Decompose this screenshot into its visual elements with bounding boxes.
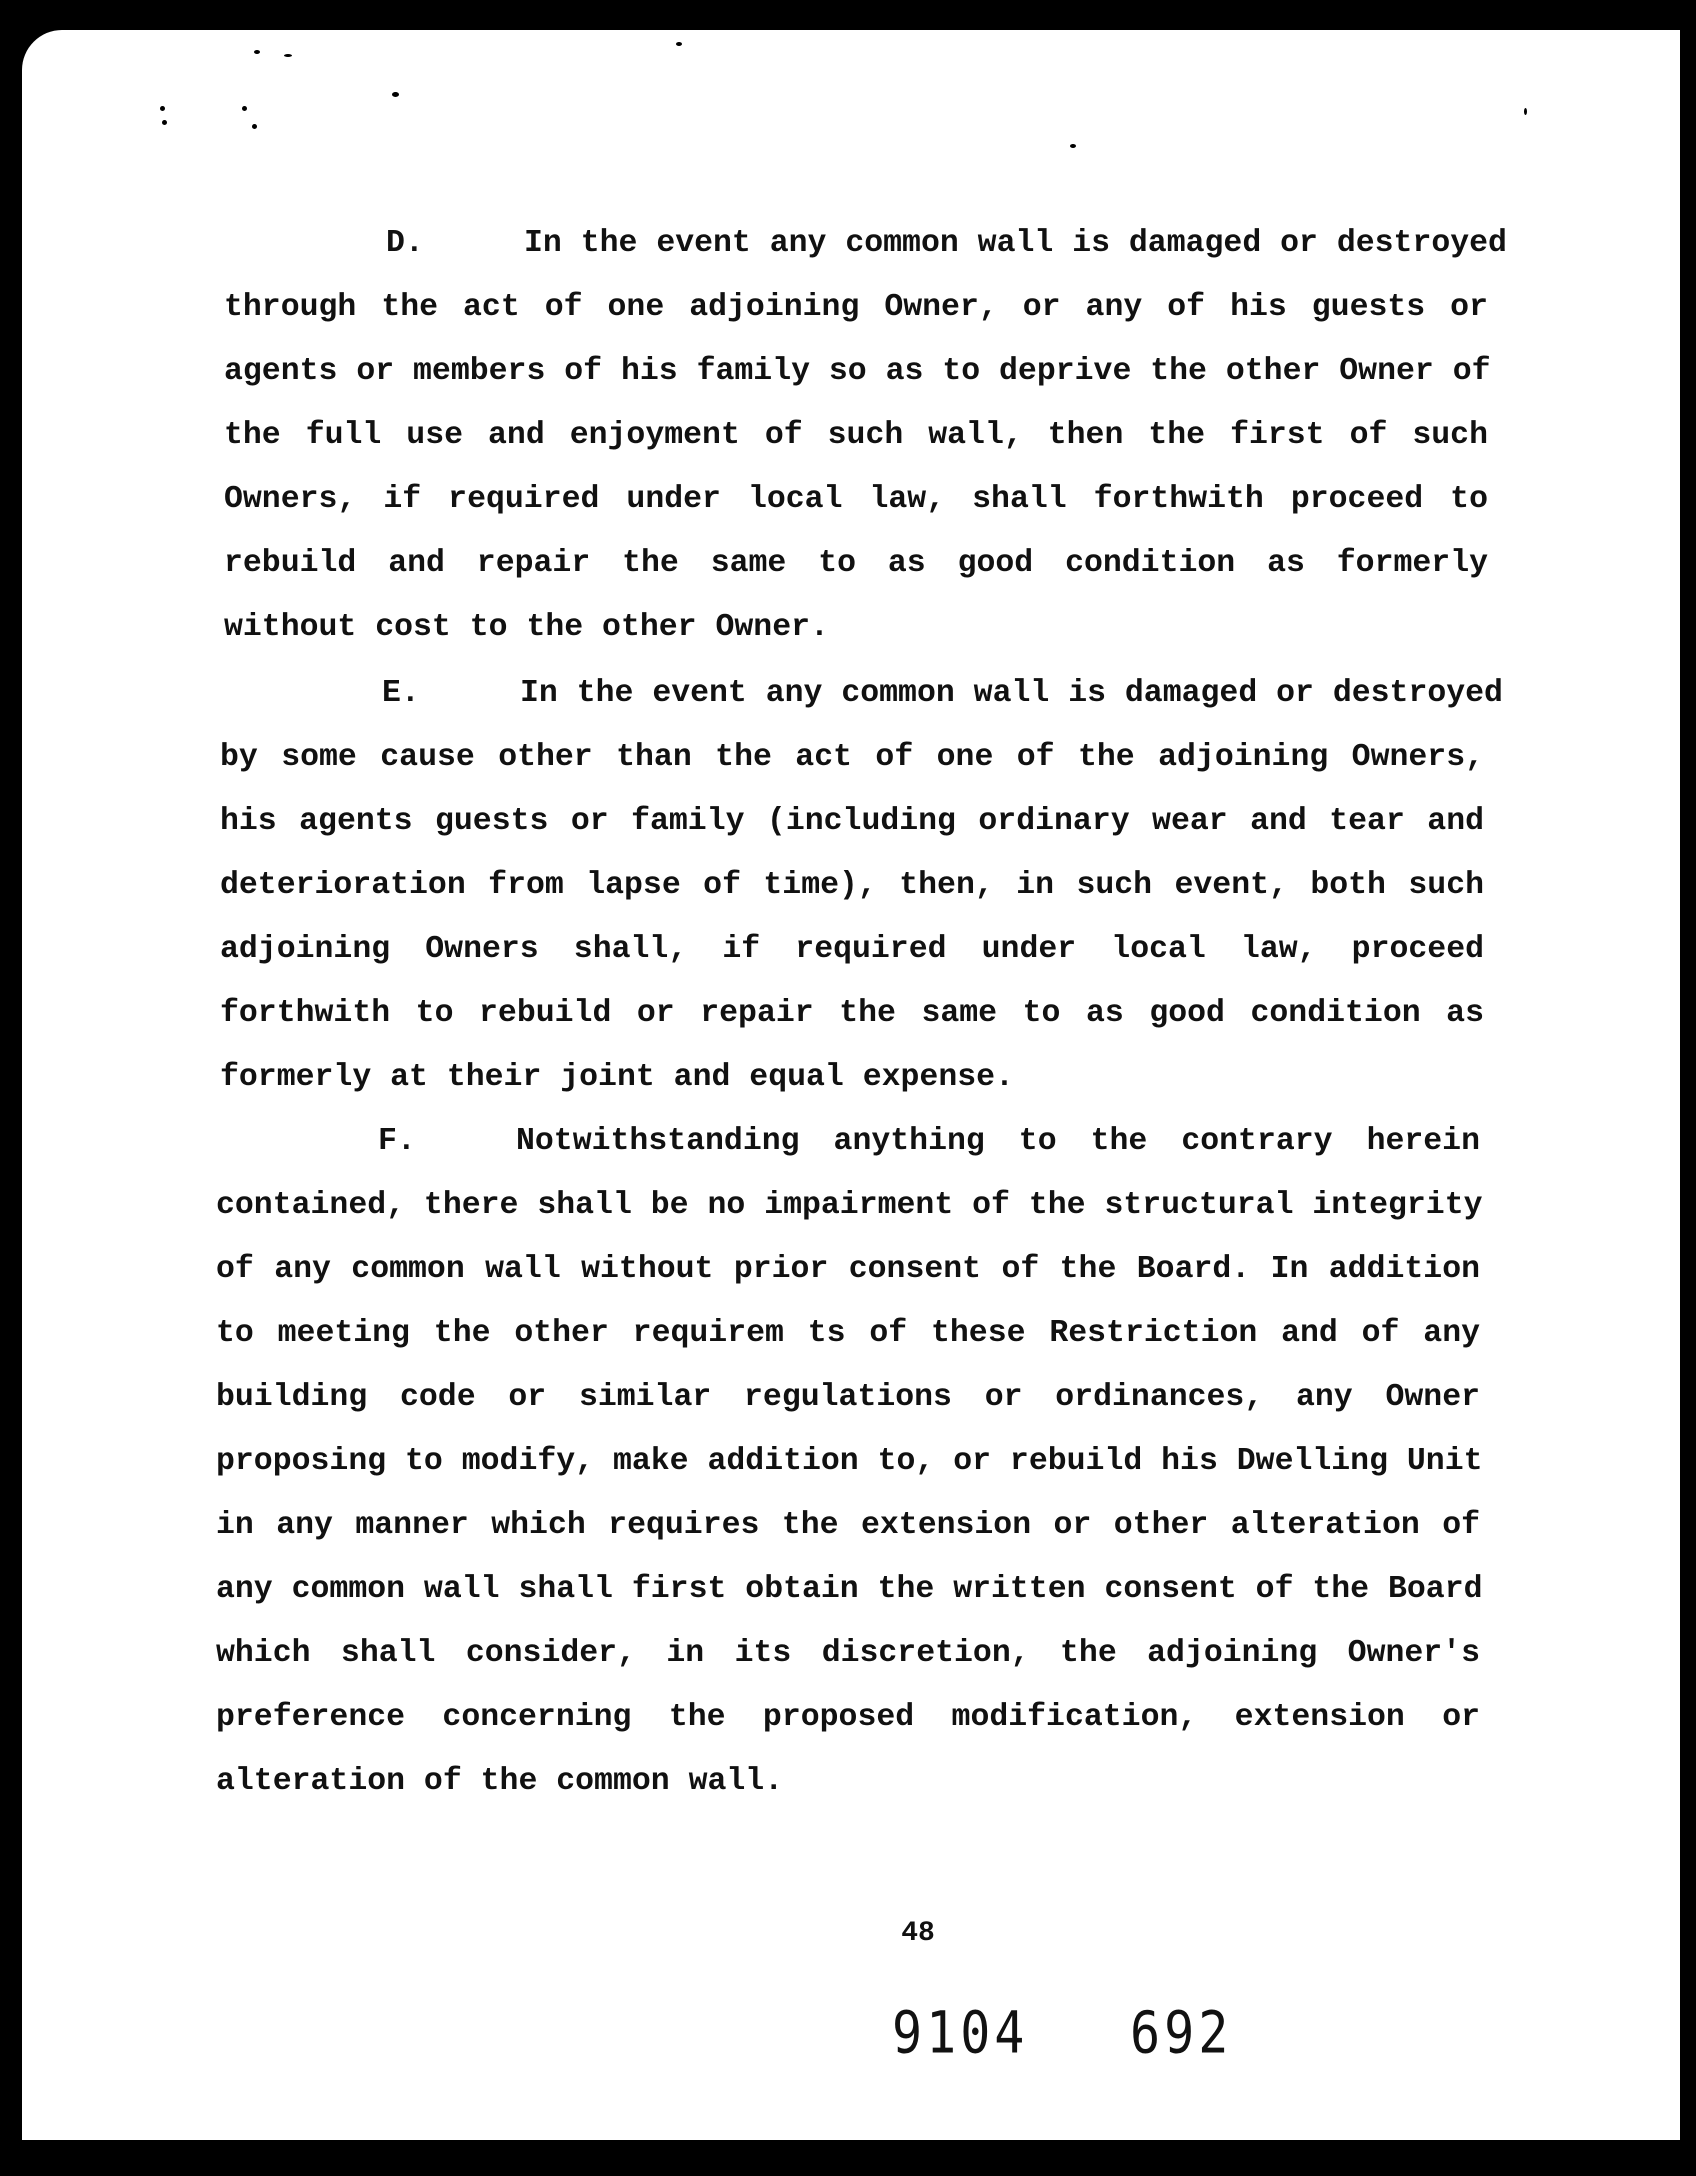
paragraph-line: Owners, if required under local law, shall forthwith proceed to [224, 482, 1488, 517]
paragraph-line: through the act of one adjoining Owner, or any of his guests or [224, 290, 1488, 325]
paragraph-line: proposing to modify, make addition to, or rebuild his Dwelling Unit [216, 1444, 1483, 1479]
scan-speck [284, 54, 292, 57]
scan-speck [162, 120, 167, 125]
paragraph-marker: F. [378, 1124, 416, 1159]
scan-speck [254, 50, 260, 54]
paragraph-line: in any manner which requires the extension or other alteration of [216, 1508, 1480, 1543]
paragraph-line: rebuild and repair the same to as good condition as formerly [224, 546, 1488, 581]
scan-speck [1524, 108, 1527, 115]
paragraph-line: agents or members of his family so as to deprive the other Owner of [224, 354, 1491, 389]
paragraph-line: preference concerning the proposed modification, extension or [216, 1700, 1480, 1735]
paragraph-line: building code or similar regulations or ordinances, any Owner [216, 1380, 1480, 1415]
paragraph-line: D. In the event any common wall is damaged or destroyed [224, 212, 1488, 276]
scan-speck [252, 124, 257, 129]
paragraph-e [220, 662, 1503, 1110]
paragraph-line: which shall consider, in its discretion, the adjoining Owner's [216, 1636, 1480, 1671]
scan-speck [242, 106, 247, 111]
scan-speck [676, 42, 682, 46]
page-number: 48 [901, 1918, 935, 1949]
paragraph-line: by some cause other than the act of one of the adjoining Owners, [220, 740, 1484, 775]
paragraph-line: his agents guests or family (including ordinary wear and tear and [220, 804, 1484, 839]
paragraph-line: alteration of the common wall. [216, 1764, 784, 1799]
paragraph-line: without cost to the other Owner. [224, 610, 829, 645]
paragraph-line: forthwith to rebuild or repair the same to as good condition as [220, 996, 1484, 1031]
scan-speck [160, 106, 165, 111]
paragraph-marker: E. [382, 676, 420, 711]
book-number-stamp: 9104 [892, 1999, 1029, 2067]
paragraph-marker: D. [386, 226, 424, 261]
paragraph-line: any common wall shall first obtain the written consent of the Board [216, 1572, 1483, 1607]
paragraph-line: F. Notwithstanding anything to the contrary herein [216, 1110, 1480, 1174]
paragraph-line: the full use and enjoyment of such wall, then the first of such [224, 418, 1488, 453]
paragraph-d [224, 212, 1507, 660]
paragraph-line: adjoining Owners shall, if required under local law, proceed [220, 932, 1484, 967]
paragraph-line: deterioration from lapse of time), then, in such event, both such [220, 868, 1484, 903]
scan-speck [1070, 144, 1076, 148]
paragraph-line: contained, there shall be no impairment of the structural integrity [216, 1188, 1483, 1223]
paragraph-line: to meeting the other requirem ts of these Restriction and of any [216, 1316, 1480, 1351]
page-number-stamp: 692 [1130, 1999, 1233, 2067]
scan-speck [392, 92, 399, 97]
paragraph-line: formerly at their joint and equal expense. [220, 1060, 1014, 1095]
paragraph-f [216, 1110, 1483, 1814]
paragraph-line: E. In the event any common wall is damaged or destroyed [220, 662, 1484, 726]
paragraph-line: of any common wall without prior consent of the Board. In addition [216, 1252, 1480, 1287]
